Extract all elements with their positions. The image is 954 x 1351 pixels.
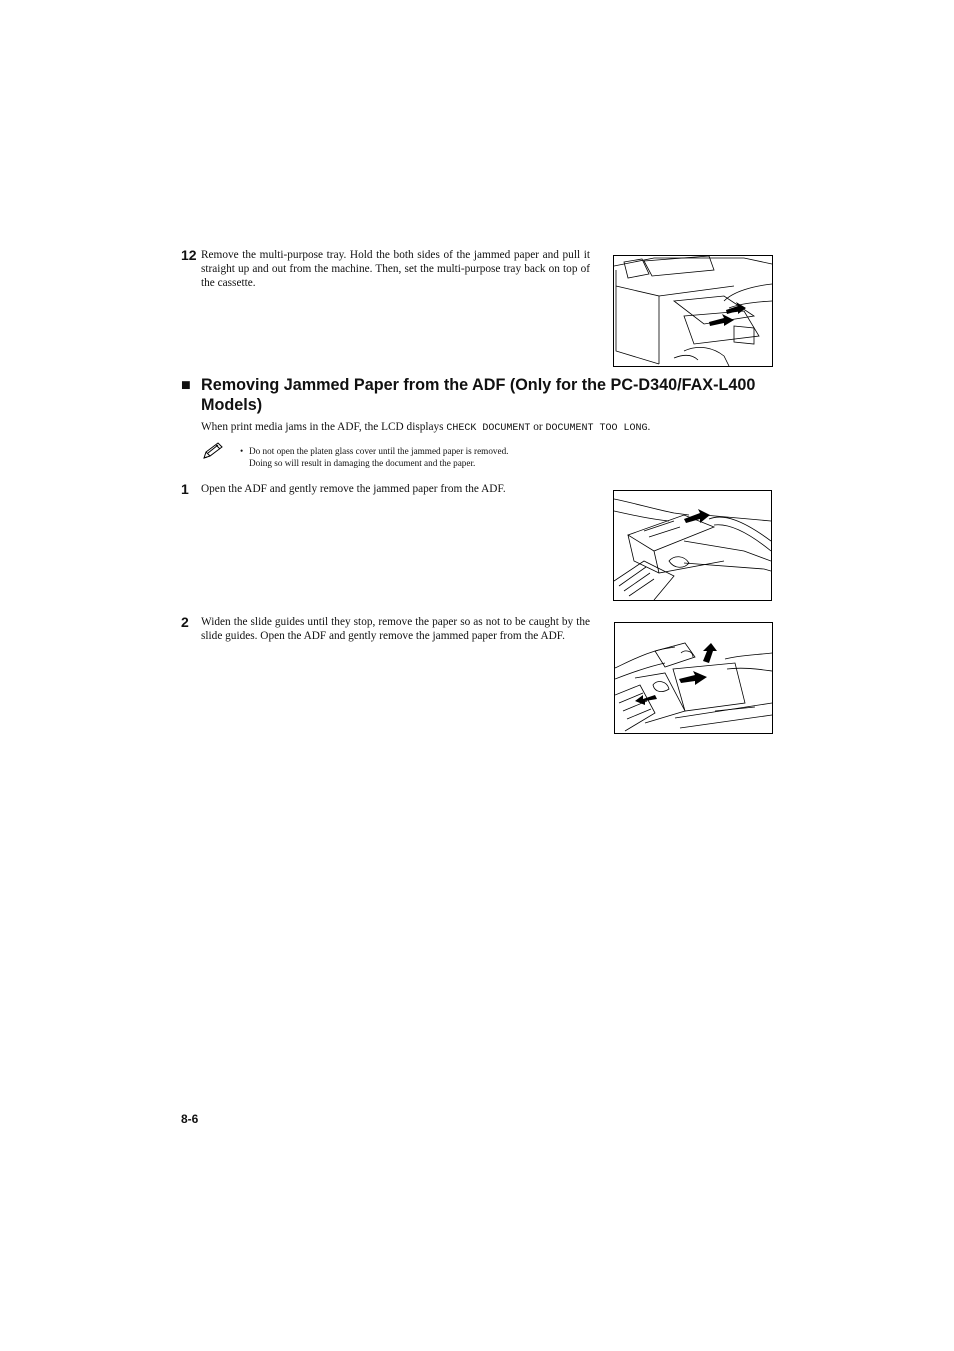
step-2-text: Widen the slide guides until they stop, remove the paper so as not to be caught by the slide guides. Open the ADF and gently remove the jammed paper from the ADF. [201,616,590,642]
step-1-text: Open the ADF and gently remove the jammed paper from the ADF. [201,483,506,495]
lcd-message-check-document: CHECK DOCUMENT [446,423,531,434]
step-1-number: 1 [181,481,189,497]
intro-text-or: or [530,421,546,433]
section-marker: ■ [181,376,191,394]
section-title: Removing Jammed Paper from the ADF (Only for the PC-D340/FAX-L400 Models) [201,376,756,414]
section-intro [201,420,761,436]
step-2-number: 2 [181,614,189,630]
figure-remove-multipurpose-tray [613,255,773,367]
illustration-slide-guides [615,623,772,733]
lcd-message-document-too-long: DOCUMENT TOO LONG [545,423,648,434]
intro-text-after: . [647,421,651,433]
figure-open-adf-remove-paper [613,490,772,601]
note-text [249,445,609,469]
note-line-2: Doing so will result in damaging the document and the paper. [249,458,476,468]
step-12-text: Remove the multi-purpose tray. Hold the both sides of the jammed paper and pull it straight up and out from the machine. Then, set the multi-purpose tray back on top of the cassette. [201,249,590,289]
intro-text-before: When print media jams in the ADF, the LCD displays [201,421,447,433]
note-line-1: Do not open the platen glass cover until the jammed paper is removed. [249,446,509,456]
illustration-adf-open [614,491,771,600]
step-12-number: 12 [181,247,197,263]
illustration-tray-removal [614,256,772,366]
note-bullet: • [240,446,244,456]
figure-widen-slide-guides [614,622,773,734]
pencil-icon [201,441,225,461]
page-number: 8-6 [181,1112,199,1126]
